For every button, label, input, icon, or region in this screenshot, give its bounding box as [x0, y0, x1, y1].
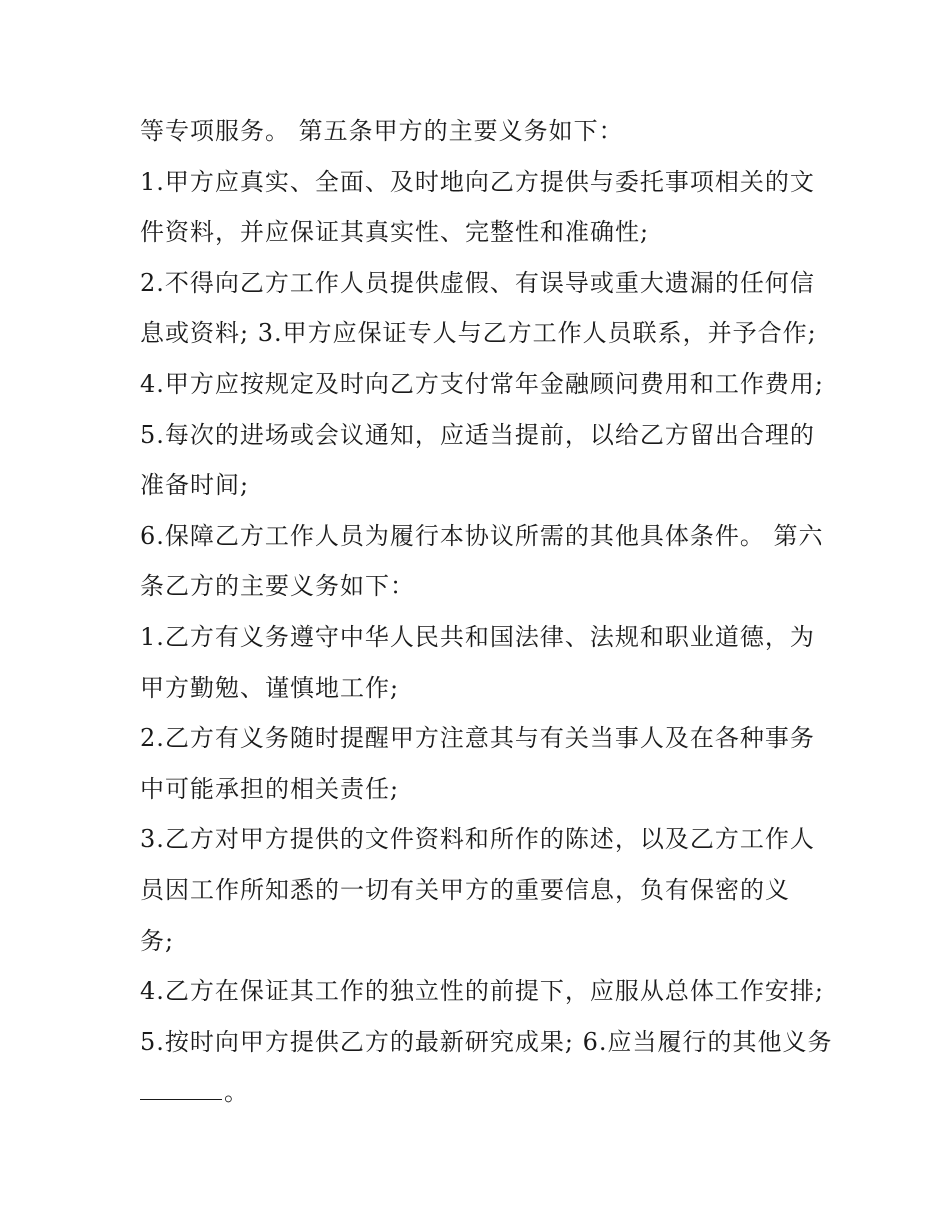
- text-line: 等专项服务。 第五条甲方的主要义务如下：: [140, 117, 624, 145]
- fill-in-blank: [140, 1071, 222, 1100]
- text-line: 4.乙方在保证其工作的独立性的前提下，应服从总体工作安排;: [140, 977, 824, 1006]
- text-line: 中可能承担的相关责任;: [140, 774, 400, 803]
- text-line: 2.不得向乙方工作人员提供虚假、有误导或重大遗漏的任何信: [140, 268, 815, 297]
- text-line: 条乙方的主要义务如下：: [140, 572, 415, 601]
- document-body: [140, 106, 833, 1118]
- text-line: 3.乙方对甲方提供的文件资料和所作的陈述，以及乙方工作人: [140, 825, 815, 854]
- final-line: [140, 1067, 820, 1118]
- text-line: 息或资料; 3.甲方应保证专人与乙方工作人员联系，并予合作;: [140, 319, 817, 348]
- text-line: 5.按时向甲方提供乙方的最新研究成果; 6.应当履行的其他义务: [140, 1027, 833, 1056]
- text-line: 准备时间;: [140, 471, 250, 500]
- text-line: 员因工作所知悉的一切有关甲方的重要信息，负有保密的义: [140, 875, 790, 904]
- text-line: 5.每次的进场或会议通知，应适当提前，以给乙方留出合理的: [140, 420, 815, 449]
- final-line-suffix: 。: [224, 1078, 249, 1107]
- text-line: 件资料，并应保证其真实性、完整性和准确性;: [140, 218, 650, 247]
- text-line: 1.乙方有义务遵守中华人民共和国法律、法规和职业道德，为: [140, 622, 815, 651]
- text-line: 6.保障乙方工作人员为履行本协议所需的其他具体条件。 第六: [140, 521, 824, 550]
- text-line: 1.甲方应真实、全面、及时地向乙方提供与委托事项相关的文: [140, 167, 815, 196]
- text-line: 2.乙方有义务随时提醒甲方注意其与有关当事人及在各种事务: [140, 724, 815, 753]
- text-line: 4.甲方应按规定及时向乙方支付常年金融顾问费用和工作费用;: [140, 369, 824, 398]
- text-line: 甲方勤勉、谨慎地工作;: [140, 673, 400, 702]
- text-line: 务;: [140, 926, 175, 955]
